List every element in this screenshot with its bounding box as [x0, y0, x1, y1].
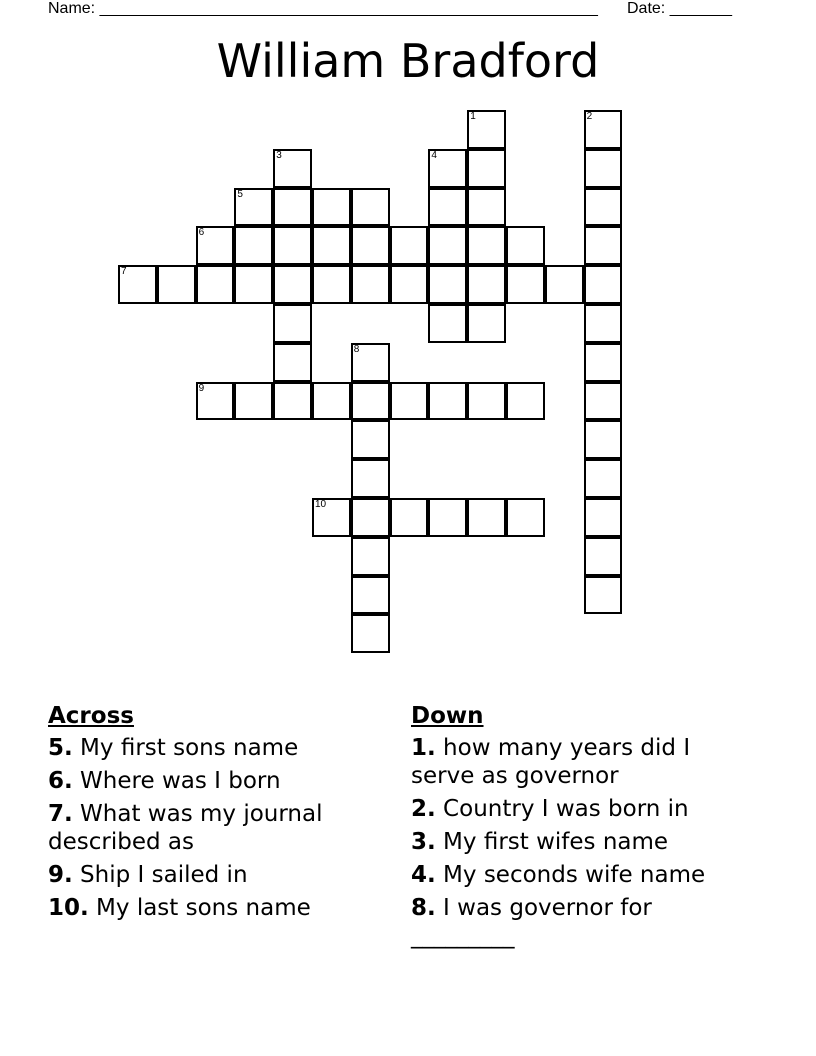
across-heading: Across [48, 703, 134, 729]
grid-cell[interactable] [467, 188, 506, 227]
grid-cell[interactable] [273, 304, 312, 343]
grid-cell[interactable] [390, 382, 429, 421]
grid-cell[interactable] [312, 382, 351, 421]
grid-cell[interactable] [467, 382, 506, 421]
across-clue [48, 894, 378, 922]
page-title: William Bradford [216, 34, 600, 88]
clue-num: 3. [411, 829, 436, 855]
clue-text: Ship I sailed in [72, 862, 248, 888]
grid-cell[interactable] [273, 265, 312, 304]
date-field: Date: _______ [627, 0, 732, 17]
grid-cell[interactable] [467, 110, 506, 149]
grid-cell[interactable] [157, 265, 196, 304]
clue-number: 1 [470, 111, 476, 122]
grid-cell[interactable] [584, 188, 623, 227]
grid-cell[interactable] [234, 382, 273, 421]
grid-cell[interactable] [390, 265, 429, 304]
grid-cell[interactable] [118, 265, 157, 304]
grid-cell[interactable] [273, 226, 312, 265]
grid-cell[interactable] [506, 226, 545, 265]
grid-cell[interactable] [428, 188, 467, 227]
clue-number: 5 [237, 188, 243, 200]
grid-cell[interactable] [584, 382, 623, 421]
grid-cell[interactable] [584, 420, 623, 459]
grid-cell[interactable] [273, 188, 312, 227]
grid-cell[interactable] [351, 459, 390, 498]
grid-cell[interactable] [467, 226, 506, 265]
grid-cell[interactable] [584, 304, 623, 343]
clue-number: 2 [586, 111, 593, 122]
grid-cell[interactable] [273, 149, 312, 188]
grid-cell[interactable] [196, 265, 235, 304]
clue-number: 4 [431, 149, 437, 161]
grid-cell[interactable] [428, 226, 467, 265]
grid-cell[interactable] [584, 110, 623, 149]
grid-cell[interactable] [351, 498, 390, 537]
clue-text: My first sons name [72, 735, 299, 761]
clue-num: 9. [48, 862, 73, 888]
grid-cell[interactable] [351, 188, 390, 227]
across-clue [48, 734, 378, 762]
clue-number: 3 [276, 149, 282, 161]
down-clue [411, 795, 751, 823]
grid-cell[interactable] [584, 498, 623, 537]
clue-text: My seconds wife name [435, 862, 706, 888]
grid-cell[interactable] [428, 265, 467, 304]
clue-num: 7. [48, 801, 73, 827]
clue-num: 10. [48, 895, 89, 921]
grid-cell[interactable] [234, 188, 273, 227]
grid-cell[interactable] [351, 576, 390, 615]
down-clue [411, 828, 751, 856]
grid-cell[interactable] [390, 498, 429, 537]
down-heading: Down [411, 703, 484, 729]
clue-text: What was my journal described as [48, 801, 323, 855]
grid-cell[interactable] [584, 537, 623, 576]
grid-cell[interactable] [584, 226, 623, 265]
down-clue [411, 861, 751, 889]
grid-cell[interactable] [428, 382, 467, 421]
clue-num: 6. [48, 768, 73, 794]
grid-cell[interactable] [467, 265, 506, 304]
clue-text: My first wifes name [435, 829, 669, 855]
grid-cell[interactable] [506, 265, 545, 304]
grid-cell[interactable] [584, 265, 623, 304]
grid-cell[interactable] [351, 265, 390, 304]
across-clue [48, 800, 378, 856]
clue-number: 10 [315, 499, 327, 510]
grid-cell[interactable] [390, 226, 429, 265]
clue-num: 8. [411, 895, 436, 921]
grid-cell[interactable] [584, 576, 623, 615]
clue-number: 8 [353, 343, 360, 355]
grid-cell[interactable] [467, 304, 506, 343]
grid-cell[interactable] [234, 226, 273, 265]
across-clue [48, 861, 378, 889]
grid-cell[interactable] [312, 498, 351, 537]
grid-cell[interactable] [351, 420, 390, 459]
grid-cell[interactable] [467, 498, 506, 537]
grid-cell[interactable] [196, 226, 235, 265]
grid-cell[interactable] [351, 226, 390, 265]
grid-cell[interactable] [428, 304, 467, 343]
grid-cell[interactable] [584, 343, 623, 382]
down-clue [411, 734, 751, 790]
across-clues [48, 702, 378, 927]
clue-num: 1. [411, 735, 436, 761]
clue-text: Country I was born in [435, 796, 689, 822]
grid-cell[interactable] [196, 382, 235, 421]
clue-number: 9 [198, 382, 205, 394]
grid-cell[interactable] [312, 265, 351, 304]
down-clue [411, 894, 751, 950]
name-field: Name: ________________________________________________________ [48, 0, 598, 17]
grid-cell[interactable] [234, 265, 273, 304]
grid-cell[interactable] [506, 382, 545, 421]
clue-number: 6 [198, 227, 205, 239]
clue-num: 4. [411, 862, 436, 888]
grid-cell[interactable] [351, 537, 390, 576]
grid-cell[interactable] [428, 498, 467, 537]
grid-cell[interactable] [545, 265, 584, 304]
clue-text: My last sons name [88, 895, 311, 921]
grid-cell[interactable] [351, 614, 390, 653]
grid-cell[interactable] [351, 343, 390, 382]
grid-cell[interactable] [467, 149, 506, 188]
grid-cell[interactable] [312, 226, 351, 265]
grid-cell[interactable] [351, 382, 390, 421]
clue-text: I was governor for _________ [411, 895, 652, 949]
clue-text: Where was I born [72, 768, 281, 794]
across-clue [48, 767, 378, 795]
grid-cell[interactable] [584, 149, 623, 188]
clue-number: 7 [121, 266, 127, 278]
grid-cell[interactable] [273, 382, 312, 421]
grid-cell[interactable] [584, 459, 623, 498]
down-clues [411, 702, 751, 955]
grid-cell[interactable] [273, 343, 312, 382]
grid-cell[interactable] [312, 188, 351, 227]
clue-num: 2. [411, 796, 436, 822]
grid-cell[interactable] [428, 149, 467, 188]
clue-text: how many years did I serve as governor [411, 735, 691, 789]
grid-cell[interactable] [506, 498, 545, 537]
clue-num: 5. [48, 735, 73, 761]
